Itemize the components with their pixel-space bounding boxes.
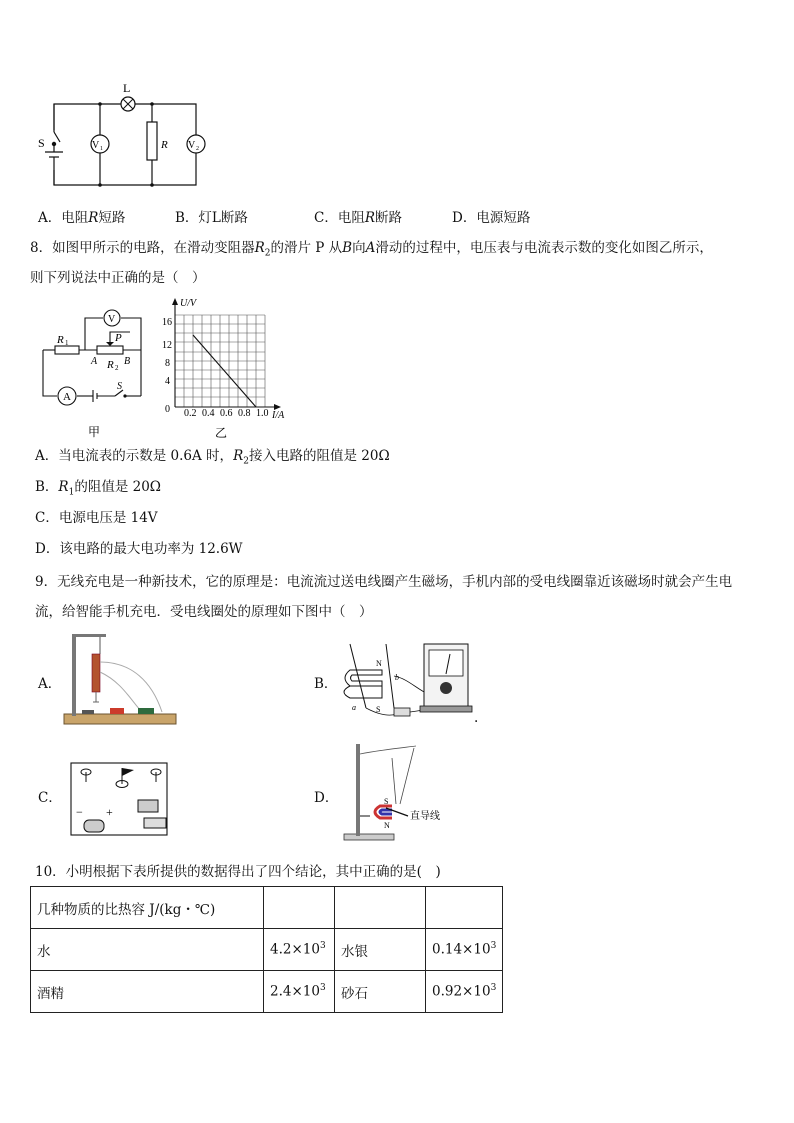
figure-caption-jia: 甲 <box>88 425 101 439</box>
lamp-label: L <box>123 81 131 95</box>
r1-sub: 1 <box>65 339 69 347</box>
magnet-s-label-d: S <box>384 797 389 806</box>
q9-label-b: B． <box>314 676 338 692</box>
magnet-n-label-d: N <box>384 821 390 830</box>
q9-figure-b <box>336 638 481 726</box>
substance-name: 水银 <box>335 929 426 971</box>
ytick-12: 12 <box>162 340 172 351</box>
battery-minus-label: − <box>76 805 83 819</box>
specific-heat-value: $2.4\times 10^3$ <box>264 971 335 1013</box>
magnet-n-label: N <box>376 659 382 668</box>
r1-label: R <box>57 334 64 346</box>
xtick-0.2: 0.2 <box>184 408 197 419</box>
q8-figure-jia <box>35 302 155 442</box>
specific-heat-value: $4.2\times 10^3$ <box>264 929 335 971</box>
figure-caption-yi: 乙 <box>215 426 228 440</box>
q9-label-a: A． <box>38 676 62 692</box>
origin-label: 0 <box>165 404 170 415</box>
slide-rheostat-r2 <box>97 346 123 354</box>
q9-figure-c <box>68 760 172 838</box>
q7-option-b: B．灯L断路 <box>175 210 248 226</box>
v2-sub: 2 <box>196 146 199 152</box>
table-row <box>31 887 503 929</box>
q8-figure-yi-graph <box>158 295 298 445</box>
v2-label: V <box>188 140 196 151</box>
r2-sub: 2 <box>115 364 119 372</box>
q7-option-c: C．电阻R断路 <box>314 210 403 226</box>
q9-label-d: D． <box>314 790 339 806</box>
table-header-cell: 几种物质的比热容 J/(kg・℃) <box>31 887 264 929</box>
p-label: P <box>115 332 122 344</box>
graph-ylabel: U/V <box>180 298 197 309</box>
q8-option-a: A．当电流表的示数是 0.6A 时，$R_2$接入电路的阻值是 20Ω <box>35 448 390 467</box>
wire-a-label: a <box>352 703 356 712</box>
q9-figure-a <box>62 632 180 728</box>
q7-option-a: A．电阻R短路 <box>38 210 126 226</box>
switch-label: S <box>38 136 45 150</box>
specific-heat-table <box>30 886 503 1013</box>
v1-sub: 1 <box>100 146 103 152</box>
battery-plus-label: + <box>106 805 113 819</box>
q9-figure-b-dot: . <box>474 710 479 726</box>
xtick-0.6: 0.6 <box>220 408 233 419</box>
wire-b-label: b <box>395 673 399 682</box>
magnet-s-label: S <box>376 705 381 714</box>
xtick-1.0: 1.0 <box>256 408 269 419</box>
xtick-0.8: 0.8 <box>238 408 251 419</box>
q9-figure-d <box>340 740 458 842</box>
straight-wire-label: 直导线 <box>410 811 440 822</box>
ytick-8: 8 <box>165 358 170 369</box>
substance-name: 水 <box>31 929 264 971</box>
table-row <box>31 929 503 971</box>
substance-name: 酒精 <box>31 971 264 1013</box>
q8-option-c: C．电源电压是 14V <box>35 510 158 526</box>
u-i-data-line <box>193 335 256 407</box>
q9-label-c: C． <box>38 790 62 806</box>
s-label: S <box>117 381 122 392</box>
q7-option-d: D．电源短路 <box>452 210 531 226</box>
q10-stem: 10．小明根据下表所提供的数据得出了四个结论，其中正确的是( ) <box>35 864 441 880</box>
q8-stem-line1: 8．如图甲所示的电路，在滑动变阻器$R_2$的滑片 P 从B向A滑动的过程中，电压表与电流表示数的变化如图乙所示， <box>30 240 713 259</box>
voltmeter-label: V <box>108 314 116 325</box>
a-label: A <box>91 356 98 367</box>
q7-circuit-diagram <box>30 80 220 195</box>
substance-name: 砂石 <box>335 971 426 1013</box>
resistor-r1 <box>55 346 79 354</box>
q8-option-d: D．该电路的最大电功率为 12.6W <box>35 541 243 557</box>
ytick-4: 4 <box>165 376 170 387</box>
ytick-16: 16 <box>162 317 172 328</box>
graph-xlabel: I/A <box>272 410 285 421</box>
r2-label: R <box>107 359 114 371</box>
q8-option-b: B．$R_1$的阻值是 20Ω <box>35 479 161 498</box>
specific-heat-value: $0.14\times 10^3$ <box>426 929 503 971</box>
resistor-label: R <box>161 139 168 151</box>
b-label: B <box>124 356 131 367</box>
xtick-0.4: 0.4 <box>202 408 215 419</box>
specific-heat-value: $0.92\times 10^3$ <box>426 971 503 1013</box>
v1-label: V <box>92 140 100 151</box>
resistor-r <box>147 122 157 160</box>
q9-stem-line2: 流，给智能手机充电．受电线圈处的原理如下图中（ ） <box>35 604 373 620</box>
table-row <box>31 971 503 1013</box>
q8-stem-line2: 则下列说法中正确的是（ ） <box>30 270 206 286</box>
q9-stem-line1: 9．无线充电是一种新技术，它的原理是：电流流过送电线圈产生磁场，手机内部的受电线圈靠近该磁场时就会产生电 <box>35 574 733 590</box>
ammeter-label: A <box>63 391 71 403</box>
